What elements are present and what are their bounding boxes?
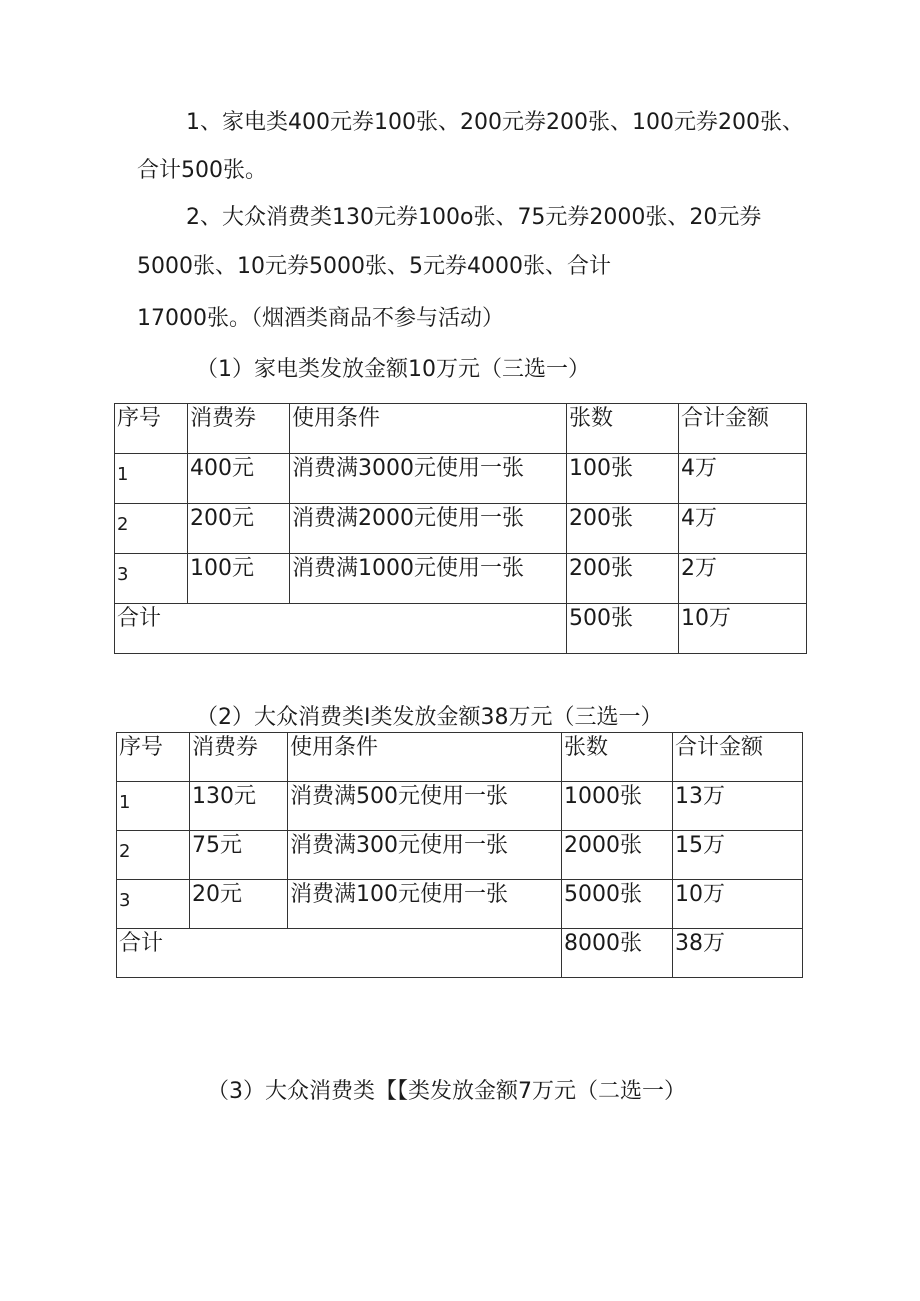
header-index: 序号 — [115, 404, 188, 454]
table-row — [117, 880, 803, 929]
header-count: 张数 — [567, 404, 679, 454]
header-condition: 使用条件 — [288, 733, 562, 782]
cell-index: 1 — [117, 782, 190, 831]
intro-line-4: 5000张、10元券5000张、5元券4000张、合计 — [137, 254, 611, 279]
table-row — [117, 782, 803, 831]
table-total-row — [117, 929, 803, 978]
header-amount: 合计金额 — [673, 733, 803, 782]
section3-caption: （3）大众消费类【【类发放金额7万元（二选一） — [207, 1079, 686, 1104]
table-mass-consumption-1 — [116, 732, 803, 978]
cell-amount: 4万 — [679, 454, 807, 504]
cell-coupon: 100元 — [188, 554, 290, 604]
total-amount: 38万 — [673, 929, 803, 978]
cell-coupon: 75元 — [190, 831, 288, 880]
cell-condition: 消费满100元使用一张 — [288, 880, 562, 929]
cell-index: 2 — [115, 504, 188, 554]
intro-line-3: 2、大众消费类130元券100o张、75元券2000张、20元券 — [186, 205, 762, 230]
total-label: 合计 — [115, 604, 567, 654]
cell-index: 3 — [115, 554, 188, 604]
cell-coupon: 200元 — [188, 504, 290, 554]
cell-count: 5000张 — [562, 880, 673, 929]
intro-line-1: 1、家电类400元券100张、200元券200张、100元券200张、 — [186, 110, 804, 135]
cell-condition: 消费满2000元使用一张 — [290, 504, 567, 554]
header-count: 张数 — [562, 733, 673, 782]
cell-coupon: 400元 — [188, 454, 290, 504]
cell-amount: 15万 — [673, 831, 803, 880]
table-total-row — [115, 604, 807, 654]
cell-coupon: 20元 — [190, 880, 288, 929]
cell-condition: 消费满3000元使用一张 — [290, 454, 567, 504]
cell-count: 100张 — [567, 454, 679, 504]
cell-amount: 2万 — [679, 554, 807, 604]
cell-condition: 消费满500元使用一张 — [288, 782, 562, 831]
table-row — [117, 831, 803, 880]
cell-amount: 10万 — [673, 880, 803, 929]
table-header-row — [117, 733, 803, 782]
cell-count: 2000张 — [562, 831, 673, 880]
cell-amount: 13万 — [673, 782, 803, 831]
cell-count: 200张 — [567, 554, 679, 604]
cell-coupon: 130元 — [190, 782, 288, 831]
intro-line-5: 17000张。（烟酒类商品不参与活动） — [137, 306, 504, 331]
total-count: 500张 — [567, 604, 679, 654]
table2-caption: （2）大众消费类I类发放金额38万元（三选一） — [196, 705, 663, 730]
intro-line-2: 合计500张。 — [137, 158, 267, 183]
table1-caption: （1）家电类发放金额10万元（三选一） — [196, 357, 590, 382]
total-label: 合计 — [117, 929, 562, 978]
table-home-appliance — [114, 403, 807, 654]
cell-amount: 4万 — [679, 504, 807, 554]
total-count: 8000张 — [562, 929, 673, 978]
table-row — [115, 554, 807, 604]
header-coupon: 消费券 — [190, 733, 288, 782]
header-amount: 合计金额 — [679, 404, 807, 454]
cell-index: 3 — [117, 880, 190, 929]
cell-count: 1000张 — [562, 782, 673, 831]
header-coupon: 消费券 — [188, 404, 290, 454]
table-header-row — [115, 404, 807, 454]
table-row — [115, 504, 807, 554]
cell-index: 1 — [115, 454, 188, 504]
header-index: 序号 — [117, 733, 190, 782]
cell-count: 200张 — [567, 504, 679, 554]
cell-condition: 消费满1000元使用一张 — [290, 554, 567, 604]
cell-index: 2 — [117, 831, 190, 880]
header-condition: 使用条件 — [290, 404, 567, 454]
total-amount: 10万 — [679, 604, 807, 654]
cell-condition: 消费满300元使用一张 — [288, 831, 562, 880]
table-row — [115, 454, 807, 504]
